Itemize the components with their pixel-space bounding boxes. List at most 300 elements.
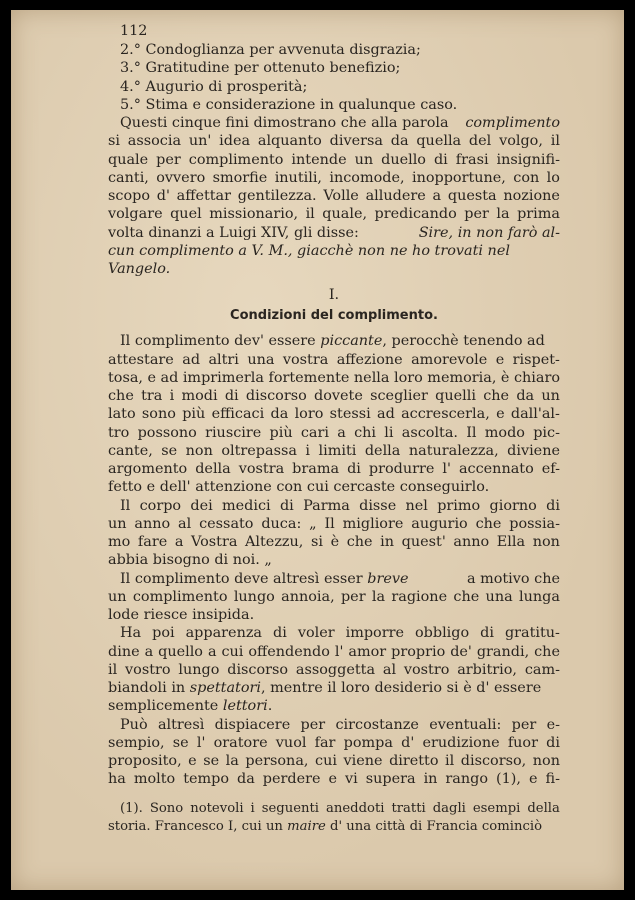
word: giorno [489,497,537,514]
word: i [169,388,175,404]
word: che [108,388,134,404]
word: corpo [139,497,182,514]
word: stessi [329,406,371,423]
word: quelli [435,388,476,404]
word: di [480,625,494,642]
word: della [527,801,560,816]
word: e [188,753,197,769]
italic-term: complimento [465,115,560,131]
word: d' [401,734,415,751]
word: discorso [227,661,289,678]
word: volgare [108,206,163,223]
word: Parma [303,497,350,514]
text-line [108,752,560,770]
footnote-line [108,816,560,834]
word: il [108,661,118,678]
word: quello [158,643,203,660]
word: nel [405,497,428,514]
word: fortemente [268,369,350,386]
text-line [108,679,560,697]
word: in [380,534,395,550]
word: disse [359,497,397,514]
word: non [532,753,560,769]
word: amor [348,643,387,660]
word: più [269,424,293,441]
word: di [433,151,448,168]
text-line [108,187,560,205]
word: aneddoti [325,801,385,816]
text-line [108,205,560,223]
word: canti, [108,169,149,186]
word: vostra [238,461,285,477]
word: è [500,369,510,386]
footnote [108,798,560,835]
text-line [108,151,560,169]
word: accrescerla, [401,406,490,423]
text-line [108,734,560,752]
word: una [247,351,275,368]
text-span: . [267,698,273,715]
word: sempio, [108,734,165,751]
word: efficaci [211,406,265,423]
text-span [120,570,409,588]
word: l' [442,461,451,477]
word: tratti [391,801,426,816]
word: anno [134,515,171,532]
word: un [108,515,127,532]
word: brama [292,461,340,477]
text-line [108,570,560,588]
word: la [371,588,386,605]
word: a [174,534,184,550]
text-span [108,679,541,697]
word: chiaro [513,369,560,386]
word: per [464,206,489,223]
word: fi- [545,771,560,788]
word: discorso [245,388,307,404]
word: oratore [213,734,268,751]
word: i [250,801,255,816]
word: inopportune, [411,169,506,186]
word: e [495,351,505,368]
word: Vostra [191,534,238,550]
word: e [328,771,338,788]
word: in [423,771,438,788]
word: Sono [149,801,184,816]
word: un [541,388,560,404]
word: nozione [503,188,560,204]
paragraph-piccante [108,332,560,496]
word: naturalezza, [408,442,499,459]
word: fare [137,534,168,550]
word: idea [219,133,251,150]
word: obbligo [414,625,470,642]
word: cam- [524,661,560,678]
word: insignifi- [496,151,560,168]
word: di [224,388,239,404]
word: complimento [188,151,284,168]
text-line [108,497,560,515]
word: altri [208,351,239,368]
text-line [108,132,560,150]
word: da [237,771,255,788]
word: per [340,588,366,605]
word: che [475,515,502,532]
text-line [108,351,560,369]
word: primo [437,497,481,514]
word: la [225,753,239,769]
word: imprimerla [182,369,264,386]
word: prima [517,206,560,223]
word: quest' [401,534,446,550]
word: loro [393,369,423,386]
word: tosa, [108,369,143,386]
word: al [382,661,397,678]
word: e [496,406,505,423]
text-span [108,697,272,715]
text-span: biandoli in [108,680,186,696]
word: arbitrio, [457,661,517,678]
word: il [305,206,315,223]
text-line [108,533,560,551]
text-line [108,770,560,788]
word: erudizione [422,734,500,751]
word: inutili, [274,169,322,186]
word: Il [466,424,477,441]
text-line [108,460,560,478]
word: a [207,643,217,660]
word: diretto [389,753,439,769]
word: eventuali: [429,716,502,733]
text-span: volta dinanzi a Luigi XIV, gli disse: [108,224,359,241]
text-line [108,624,560,642]
word: Ha [120,625,142,642]
word: accennato [458,461,534,477]
word: dei [190,497,213,514]
list-item: 4.° Augurio di prosperità; [120,78,308,95]
text-line [108,387,560,405]
word: lungo [233,588,275,605]
word: dine [108,643,140,660]
word: assoggetta [295,661,376,678]
word: a [337,424,346,441]
list-item: 2.° Condoglianza per avvenuta disgrazia; [120,42,421,58]
text-span [120,332,545,350]
word: se [161,442,178,459]
word: amorevole [411,351,488,368]
text-line [108,424,560,442]
word: il [550,133,560,150]
word: persona, [245,753,309,769]
word: da [390,133,409,150]
text-line [108,405,560,423]
word: scopo [108,188,150,204]
word: e [528,771,538,788]
word: diviene [507,442,560,459]
word: ragione [391,588,448,605]
word: lato [108,406,136,423]
word: Il [120,497,131,514]
word: diversa [329,133,383,150]
word: un [354,151,374,168]
word: che [453,588,480,605]
text-line [108,442,560,460]
word: i [305,442,311,459]
italic-quote: Sire, in non farò al- [418,224,560,241]
paragraph-gratitudine [108,624,560,715]
text-line [108,169,560,187]
text-span [108,816,542,834]
word: gratitu- [504,625,560,642]
word: per [156,151,181,168]
word: della [364,442,401,459]
word: possia- [509,515,560,532]
word: grandi, [476,643,530,660]
word: proprio [391,643,446,660]
word: lungo [178,661,220,678]
text-span: semplicemente [108,698,219,715]
word: esempi [472,801,521,816]
word: nella [353,369,390,386]
word: di [546,497,560,514]
word: ad [160,369,179,386]
word: tra [141,388,163,404]
text-line [108,224,560,242]
word: imporre [345,625,404,642]
word: vuol [275,734,307,751]
word: limiti [318,442,357,459]
word: molto [133,771,176,788]
word: memoria, [427,369,497,386]
word: l' [334,643,344,660]
word: duca: [261,515,302,532]
word: riuscire [205,424,262,441]
word: da [516,388,535,404]
word: gentilezza. [237,188,317,204]
word: missionario, [209,206,299,223]
word: del [468,133,492,150]
text-line [108,332,560,350]
italic-term: piccante [320,333,383,350]
word: pic- [533,424,560,441]
word: sceglier [370,388,428,404]
word: attestare [108,351,174,368]
word: e [147,369,157,386]
word: più [182,406,206,423]
word: mo [108,534,131,550]
word: ad [377,406,395,423]
paragraph-parma [108,497,560,570]
word: argomento [108,461,188,477]
word: di [546,734,560,751]
italic-term: lettori [222,698,268,715]
word: per [511,716,537,733]
word: cante, [108,442,153,459]
word: viene [343,753,383,769]
text-line [108,242,560,260]
text-line [108,588,560,606]
word: anno [453,534,490,550]
word: migliore [342,515,404,532]
word: sono [141,406,176,423]
word: lo [546,169,560,186]
word: notevoli [190,801,244,816]
word: duello [381,151,426,168]
word: loro [294,406,324,423]
word: oltrepassa [221,442,297,459]
word: Altezzu, [245,534,304,550]
word: cari [300,424,329,441]
word: modo [484,424,525,441]
word: quella [416,133,462,150]
word: dovete [314,388,363,404]
word: lunga [518,588,560,605]
word: augurio [411,515,468,532]
word: a [432,188,442,204]
word: far [314,734,336,751]
word: modi [181,388,218,404]
word: dagli [432,801,466,816]
word: non [532,534,560,550]
word: perdere [262,771,321,788]
word: seguenti [261,801,320,816]
word: offendendo [248,643,330,660]
word: apparenza [185,625,263,642]
word: si [108,133,120,150]
word: supera [365,771,416,788]
paragraph-circostanze [108,716,560,789]
word: la [496,206,510,223]
word: della [195,461,231,477]
text-line [108,716,560,734]
word: volgo, [499,133,543,150]
text-line: fetto e dell' attenzione con cui cercaste conseguirlo. [108,479,490,496]
word: un [108,588,127,605]
word: vi [345,771,358,788]
text-line [108,661,560,679]
word: affezione [336,351,403,368]
word: pompa [343,734,393,751]
word: cui [221,643,244,660]
text-line: lode riesce insipida. [108,607,255,623]
word: ad [182,351,201,368]
word: con [513,169,540,186]
word: quale [108,151,149,168]
word: (1), [496,771,521,788]
word: per [300,716,326,733]
word: cui [315,753,337,769]
word: smorfie [212,169,268,186]
word: ef- [541,461,560,477]
word: altresì [157,716,205,733]
text-span: Questi cinque fini dimostrano che alla parola [120,115,449,131]
word: de' [450,643,472,660]
word: tempo [183,771,230,788]
word: ha [108,771,126,788]
word: circostanze [335,716,419,733]
word: fuor [507,734,538,751]
word: una [485,588,513,605]
word: tro [108,424,130,441]
word: li [384,424,394,441]
text-span: a motivo che [466,570,560,587]
word: da [270,406,289,423]
word: di [273,625,287,642]
word: un' [188,133,212,150]
word: associa [127,133,182,150]
word: ascolta. [401,424,458,441]
word: Può [120,716,148,733]
word: ovvero [156,169,206,186]
text-line [108,369,560,387]
text-line [108,260,560,278]
list-item: 3.° Gratitudine per ottenuto benefizio; [120,60,401,77]
text-line [108,114,560,132]
text-span: , perocchè tenendo ad [382,333,545,350]
word: rango [445,771,489,788]
word: questa [447,188,497,204]
word: d' [156,188,170,204]
page-text [108,22,560,789]
text-span: Il complimento deve altresì esser [120,570,363,587]
word: proposito, [108,753,182,769]
word: vostro [125,661,171,678]
word: possono [137,424,197,441]
list-item: 5.° Stima e considerazione in qualunque caso. [120,96,458,113]
word: a [144,643,154,660]
word: che [346,534,373,550]
word: frasi [455,151,489,168]
paragraph-breve [108,570,560,625]
word: al [178,515,192,532]
text-span: d' una città di Francia cominciò [330,819,543,835]
text-line: abbia bisogno di noi. „ [108,552,272,569]
word: Ella [496,534,526,550]
word: non [185,442,213,459]
word: „ [309,515,317,532]
word: Volle [323,188,359,204]
word: se [203,753,220,769]
word: dall'al- [510,406,560,423]
text-line [108,697,560,715]
italic-term: spettatori [189,680,261,696]
word: di [347,461,361,477]
word: complimento [132,588,228,605]
word: dispiacere [214,716,291,733]
word: annoia, [281,588,335,605]
word: vostro [403,661,450,678]
word: alludere [365,188,426,204]
word: discorso, [460,753,527,769]
word: se [172,734,189,751]
word: affettar [176,188,232,204]
word: poi [152,625,175,642]
word: incomode, [329,169,405,186]
italic-term: maire [287,819,326,835]
word: quel [170,206,202,223]
word: rispet- [512,351,560,368]
text-span: , mentre il loro desiderio si è d' essere [260,680,542,696]
section-title: Condizioni del complimento. [230,308,438,324]
page-number: 112 [120,23,148,39]
word: voler [297,625,335,642]
word: produrre [368,461,435,477]
word: chi [354,424,377,441]
text-span: storia. Francesco I, cui un [108,819,283,835]
italic-term: breve [367,570,409,587]
paragraph-intro [108,114,560,278]
word: cessato [199,515,254,532]
